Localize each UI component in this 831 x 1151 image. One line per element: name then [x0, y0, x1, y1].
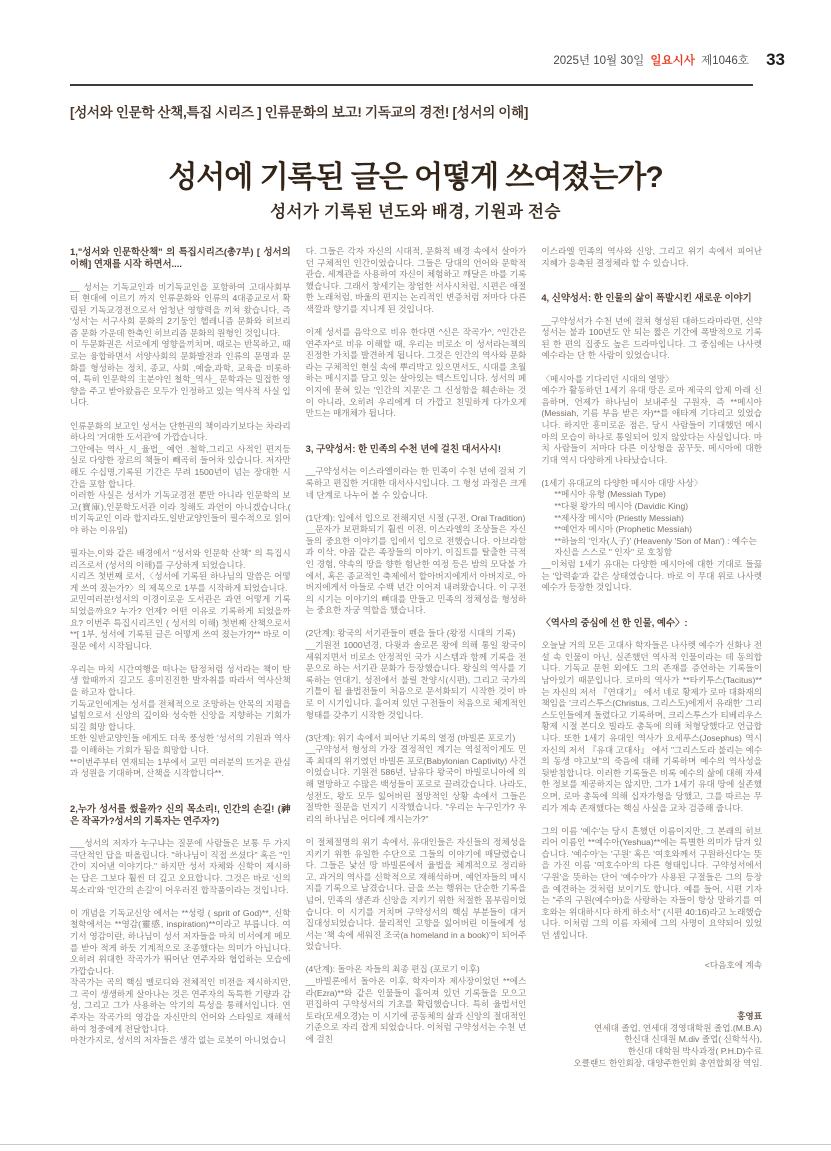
paragraph: 또한 일반교양인들 에게도 더욱 풍성한 '성서의 기원과 역사를 이해하는 기회가 됨을 희망합 니다.	[70, 733, 291, 755]
paragraph: 우리는 마치 시간여행을 떠나는 탐정처럼 성서라는 책이 탄생 할때까지 길고도 흥미진진한 발자취를 따라서 역사산책을 하고자 합니다.	[70, 663, 291, 697]
paragraph: 연세대 졸업, 연세대 경영대학원 졸업.(M.B.A)	[594, 1022, 763, 1033]
paragraph: **이번주부터 연재되는 1부에서 교민 여러분의 뜨거운 관심과 성원을 기대하며, 산책을 시작합니다**.	[70, 756, 291, 779]
paragraph: **메시아 유형 (Messiah Type)	[554, 489, 666, 500]
section-heading: 3, 구약성서: 한 민족의 수천 년에 걸친 대서사시!	[305, 442, 501, 454]
paragraph: **다윗 왕가의 메시아 (Davidic King)	[554, 501, 689, 511]
page-bottom-edge	[0, 1144, 831, 1145]
paragraph: 오늘날 거의 모든 고대사 학자들은 나사렛 예수가 신화나 전설 속 인물이 아닌, 실존했던 역사적 인물이라는 데 동의합니다. 기독교 문헌 외에도 그의 존재를 증언하는 기록들이 남아있기 때문입니다. 로마의 역사가 **타키투스(Tacitus)**는 자신의 저서 『연대기』 에서 네로 황제가 로마 대화재의 책임을 '크리스투스(Christus, 그리스도)에게서 유래한' 그리스도인들에게 돌렸다고 기록하며, 크리스투스가 티베리우스 황제 시절 본디오 빌라도 총독에 의해 처형당했다고 언급합니다. 또한 1세기 유대인 역사가 요세푸스(Josephus) 역시 자신의 저서 『유대 고대사』 에서 "그리스도라 불리는 예수의 동생 야고보"의 죽음에 대해 기록하며 예수의 역사성을 뒷받침합니다. 이러한 기록들은 비록 예수의 삶에 대해 자세한 정보를 제공하지는 않지만, 그가 1세기 유대 땅에 실존했으며, 로마 총독에 의해 십자가형을 당했고, 그를 따르는 무리가 계속 존재했다는 핵심 사실을 교차 검증해 줍니다.	[541, 640, 763, 813]
paragraph: ___성서의 저자가 누구냐는 질문에 사람들은 보통 두 가지 극단적인 답을 떠올립니다. "하나님이 직접 쓰셨다" 혹은 "인간이 지어낸 이야기다." 하지만 성서 자체와 신학이 제시하는 답은 그보다 훨씬 더 깊고 오묘합니다. 그것은 바로 '신의 목소리'와 '인간의 손길'이 어우러진 합작품이라는 것입니다.	[70, 838, 291, 895]
paragraph: (1세기 유대교의 다양한 메시아 대망 사상〉	[541, 477, 703, 488]
paragraph: 이 절체절명의 위기 속에서, 유대인들은 자신들의 정체성을 지키기 위한 유일한 수단으로 그들의 이야기에 매달렸습니다. 그들은 낯선 땅 바빌론에서 율법을 체계적으로 정리하고, 과거의 역사를 신학적으로 재해석하며, 예언자들의 메시지를 기록으로 남겼습니다. 글을 쓰는 행위는 단순한 기록을 넘어, 민족의 생존과 신앙을 지키기 위한 처절한 몸부림이었습니다. 이 시기를 거치며 구약성서의 핵심 부분들이 대거 집대성되었습니다. 물리적인 고향을 잃어버린 이들에게 성서는 '책 속에 세워진 조국(a homeland in a book)'이 되어주었습니다.	[305, 836, 527, 952]
paragraph: 한신대 신대원 M.div 졸업( 신학석사),	[624, 1034, 763, 1045]
article-column-2	[306, 246, 527, 1106]
article-subtitle: 성서가 기록된 년도와 배경, 기원과 전승	[270, 202, 561, 221]
article-title: 성서에 기록된 글은 어떻게 쓰여졌는가?	[168, 161, 663, 194]
paragraph: **제사장 메시아 (Priestly Messiah)	[554, 512, 684, 523]
paragraph: 한신대 대학원 박사과정( P.H.D)수료	[627, 1045, 763, 1056]
paragraph: 그안에는 역사_시_율법_ 예언 .철학,그리고 사적인 편지등 실로 다양한 장르의 책들이 빼곡히 들어차 있습니다. 저자만 해도 수십명,기록된 기간은 무려 1500년이 넘는 장대한 시간을 포함 합니다.	[70, 443, 291, 489]
paragraph: __ 성서는 기독교인과 비기독교인을 포함하여 고대사회부터 현대에 이르기 까지 인류문화와 인류의 4대종교로서 확립된 기독교경전으로서 엄청난 영향력을 끼쳐 왔습니다, 즉 '성서'는 서구사회 문화의 2기둥인 헬레니즘 문화와 히브리즘 문화 가운데 한축인 히브리즘 문화의 원형인 것입니다.	[70, 281, 291, 338]
paragraph: 홍영표	[737, 1011, 763, 1022]
section-heading: 1,"성서와 인문학산책" 의 특집시리즈(총7부) [ 성서의 이해] 연재를 시작 하면서....	[70, 246, 291, 269]
paragraph: 오클랜드 한인회장, 대양주한인회 총연합회장 역임.	[573, 1057, 763, 1068]
publication-name: 일요시사	[650, 55, 695, 67]
issue-date: 2025년 10월 30일	[553, 55, 645, 67]
paragraph: 이스라엘 민족의 역사와 신앙, 그리고 위기 속에서 피어난 지혜가 응축된 결정체라 할 수 있습니다.	[541, 246, 763, 268]
page-number: 33	[766, 50, 785, 69]
section-heading: 4, 신약성서: 한 인물의 삶이 폭발시킨 새로운 이야기	[541, 292, 752, 304]
paragraph: 작곡가는 곡의 핵심 멜로디와 전체적인 비전을 제시하지만, 그 곡이 생생하게 살아나는 것은 연주자의 독특한 기량과 감성, 그리고 그가 사용하는 악기의 특성을 통해서입니다. 연주자는 작곡가의 영감을 자신만의 언어와 스타일로 재해석하여 청중에게 전달합니다.	[70, 977, 291, 1034]
paragraph: __구약성서는 이스라엘이라는 한 민족이 수천 년에 걸쳐 기록하고 편집한 거대한 대서사시입니다. 그 형성 과정은 크게 네 단계로 나누어 볼 수 있습니다.	[305, 466, 527, 500]
paragraph: 필자는,이와 같은 배경에서 "성서와 인문학 산책" 의 특집시리즈로서 (성서의 이해)를 구상하게 되었습니다.	[70, 547, 291, 570]
paragraph: 교민여러분!성서의 이경이로운 도서관은 과연 어떻게 기록되었을까요? 누가? 언제? 어떤 이유로 기록하게 되었을까요? 이번주 특집시리즈인 ( 성서의 이해) 첫번째 산책으로서 **[ 1부, 성서에 기록된 글은 어떻게 쓰여 졌는가?]** 바로 이질문 에서 시작됩니다.	[70, 594, 291, 651]
paragraph: (2단계): 왕국의 서기관들이 펜을 들다 (왕정 시대의 기록)	[305, 628, 516, 639]
issue-number: 제1046호	[701, 55, 749, 67]
paragraph: 예수가 활동하던 1세기 유대 땅은 로마 제국의 압제 아래 신음하며, 언제가 하나님이 보내주실 구원자, 즉 **메시아(Messiah, 기름 부음 받은 자)**를 애타게 기다리고 있었습니다. 하지만 흥미로운 점은, 당시 사람들이 기대했던 메시아의 모습이 하나로 통일되어 있지 않았다는 사실입니다. 마치 사람들이 저마다 다른 이상형을 꿈꾸듯, 메시아에 대한 기대 역시 다양하게 나타났습니다.	[541, 385, 763, 465]
masthead-rule	[70, 84, 753, 86]
paragraph: __기원전 1000년경, 다윗과 솔로몬 왕에 의해 통일 왕국이 세워지면서 비로소 안정적인 국가 시스템과 함께 기록을 전문으로 하는 서기관 문화가 등장했습니다. 왕실의 역사를 기록하는 연대기, 성전에서 불릴 찬양시(시편), 그리고 국가의 기틀이 될 율법전들이 처음으로 문서화되기 시작한 것이 바로 이 시기입니다. 흩어져 있던 구전들이 처음으로 체계적인 형태를 갖추기 시작한 것입니다.	[305, 640, 527, 720]
article-column-3	[541, 246, 762, 1106]
paragraph: 〈메시아를 기다리던 시대의 열망〉	[541, 373, 674, 384]
series-kicker: [성서와 인문학 산책,특집 시리즈 ] 인류문화의 보고! 기독교의 경전! [성서의 이해]	[70, 105, 529, 120]
paragraph: 그의 이름 '예수'는 당시 흔했던 이름이지만, 그 본래의 히브리어 이름인 **예수아(Yeshua)**에는 특별한 의미가 담겨 있습니다. '예수아'는 '구원' 혹은 '여호와께서 구원하신다'는 뜻을 가진 이름 '여호수아'의 다른 형태입니다. 구약성서에서 '구원'을 뜻하는 단어 '예수아'가 사용된 구절들은 그의 등장을 예견하는 것처럼 보이기도 합니다. 예를 들어, 시편 기자는 "주의 구원(예수아)을 사랑하는 자들이 항상 말하기를 여호와는 위대하시다 하게 하소서" (시편 40:16)라고 노래했습니다. 이처럼 그의 이름 자체에 그의 사명이 요약되어 있었던 셈입니다.	[541, 825, 763, 940]
paragraph: 마찬가지로, 성서의 저자들은 생각 없는 로봇이 아니었습니	[70, 1035, 286, 1046]
paragraph: 다. 그들은 각자 자신의 시대적, 문화적 배경 속에서 살아가던 구체적인 인간이었습니다. 그들은 당대의 언어와 문학적 관습, 세계관을 사용하여 자신이 체험하고 깨달은 바를 기록했습니다. 그래서 창세기는 장엄한 서사시처럼, 시편은 애절한 노래처럼, 바울의 편지는 논리적인 변증처럼 저마다 다른 색깔과 향기를 지니게 된 것입니다.	[305, 246, 527, 314]
paragraph: (1단계): 입에서 입으로 전해지던 시절 (구전, Oral Tradition)	[305, 512, 526, 523]
paragraph: <다음호에 계속	[704, 959, 763, 970]
paragraph: 이 개념을 기독교신앙 에서는 **성령 ( sprit of God)**, 신학 철학에서는 **영감(靈感, inspiration)**이라고 부릅니다. 여기서 영감이란, 하나님이 성서 저자들을 마치 비서에게 메모를 받아 적게 하듯 기계적으로 조종했다는 의미가 아닙니다. 오히려 위대한 작곡가가 뛰어난 연주자와 협업하는 모습에 가깝습니다.	[70, 907, 291, 976]
paragraph: __구약성서가 수천 년에 걸쳐 형성된 대하드라마라면, 신약성서는 불과 100년도 안 되는 짧은 기간에 폭발적으로 기록된 한 편의 집중도 높은 드라마입니다. 그 중심에는 나사렛 예수라는 단 한 사람이 있었습니다.	[541, 315, 763, 361]
section-heading: 2,누가 성서를 썼을까? 신의 목소리!, 인간의 손길! (神은 작곡가?성서의 기록자는 연주자?)	[70, 802, 291, 826]
paragraph: **예언자 메시아 (Prophetic Messiah)	[554, 524, 693, 535]
dateline	[553, 50, 785, 70]
paragraph: __바빌론에서 돌아온 이후, 학자이자 제사장이었던 **에스라(Ezra)**와 같은 인물들이 흩어져 있던 기록들을 모으고 편집하여 구약성서의 기초를 확립했습니다. 특히 율법서인 토라(모세오경)는 이 시기에 공동체의 삶과 신앙의 절대적인 기준으로 자리 잡게 되었습니다. 이처럼 구약성서는 수천 년에 걸친	[305, 975, 527, 1044]
paragraph: __이처럼 1세기 유대는 다양한 메시아에 대한 기대로 들끓는 '압력솥'과 같은 상태였습니다. 바로 이 무대 위로 나사렛 예수가 등장한 것입니다.	[541, 558, 763, 593]
paragraph: 기독교인에게는 성서를 전체적으로 조망하는 안목의 지평을 넓힘으로서 신앙의 깊이와 성숙한 신앙을 지향하는 기회가 되길 희망 합니다.	[70, 698, 291, 732]
paragraph: 이러한 사실은 성서가 기독교경전 뿐만 아니라 인문학의 보고(寶庫),인문학도서관 이라 칭해도 과언이 아니겠습니다.( 비기독교인 이라 할지라도,일반교양인들이 필수적으로 읽어야 하는 이유임)	[70, 490, 291, 535]
paragraph: 이 두문화권은 서로에게 영향을끼치며, 때로는 반목하고, 때로는 융합하면서 서양사회의 문화발전과 인류의 문명과 문화를 형성하는 정치, 종교, 사회 ,예술,과학, 교육을 비롯하여, 특히 인문학의 主분야인 철학_역사_ 문학과는 밀접한 영향을 주고 받아왔음은 모두가 인정하고 있는 역사적 사실 입니다.	[70, 339, 291, 408]
paragraph: __문자가 보편화되기 훨씬 이전, 이스라엘의 조상들은 자신들의 중요한 이야기를 입에서 입으로 전했습니다. 아브라함과 이삭, 야곱 같은 족장들의 이야기, 이집트를 탈출한 극적인 경험, 약속의 땅을 향한 험난한 여정 등은 밤의 모닥불 가에서, 혹은 종교적인 축제에서 할아버지에게서 아버지로, 아버지에게서 아들로 수백 년간 이어져 내려왔습니다. 이 구전의 시기는 이야기의 뼈대를 만들고 민족의 정체성을 형성하는 중요한 자궁 역할을 했습니다.	[305, 524, 527, 616]
paragraph: 시리즈 첫번째 로서,〈성서에 기록된 하나님의 말씀은 어떻게 쓰여 졌는가?〉의 제목으로 1부를 시작하게 되었습니다.	[70, 571, 291, 593]
paragraph: __구약성서 형성의 가장 결정적인 계기는 역설적이게도 민족 최대의 위기였던 바빌론 포로(Babylonian Captivity) 사건이었습니다. 기원전 586년, 남유다 왕국이 바빌로니아에 의해 멸망하고 수많은 백성들이 포로로 끌려갔습니다. 나라도, 성전도, 왕도 모두 잃어버린 절망적인 상황 속에서 그들은 절박한 질문을 던지기 시작했습니다. "우리는 누구인가? 우리의 하나님은 어디에 계시는가?"	[305, 744, 527, 824]
paragraph: 이제 성서를 음악으로 비유 한다면 ^신은 작곡가^, ^인간은 연주자^로 비유 이해할 때, 우리는 비로소 이 성서라는책의 진정한 가치를 발견하게 됩니다. 그것은 인간의 역사와 문화라는 구체적인 현실 속에 뿌리박고 있으면서도, 시대를 초월하는 메시지를 담고 있는 살아있는 텍스트입니다. 성서의 페이지에 묻혀 있는 '인간의 지문'은 그 신성함을 훼손하는 것이 아니라, 오히려 우리에게 더 가깝고 친밀하게 다가오게 만드는 매개체가 됩니다.	[305, 327, 527, 419]
section-heading: 〈역사의 중심에 선 한 인물, 예수〉:	[541, 616, 688, 628]
paragraph: 인류문화의 보고인 성서는 단한권의 책이라기보다는 차라리 하나의 '거대한 도서관'에 가깝습니다.	[70, 420, 291, 443]
paragraph: (3단계): 위기 속에서 피어난 기록의 열정 (바빌론 포로기)	[305, 732, 516, 743]
article-body	[70, 246, 762, 1106]
article-column-1	[70, 246, 291, 1106]
paragraph: **하늘의 '인자(人子)' (Heavenly 'Son of Man') : 예수는 자신을 스스로 " 인자" 로 호칭함	[554, 535, 757, 558]
paragraph: (4단계): 돌아온 자들의 최종 편집 (포로기 이후)	[305, 964, 480, 975]
